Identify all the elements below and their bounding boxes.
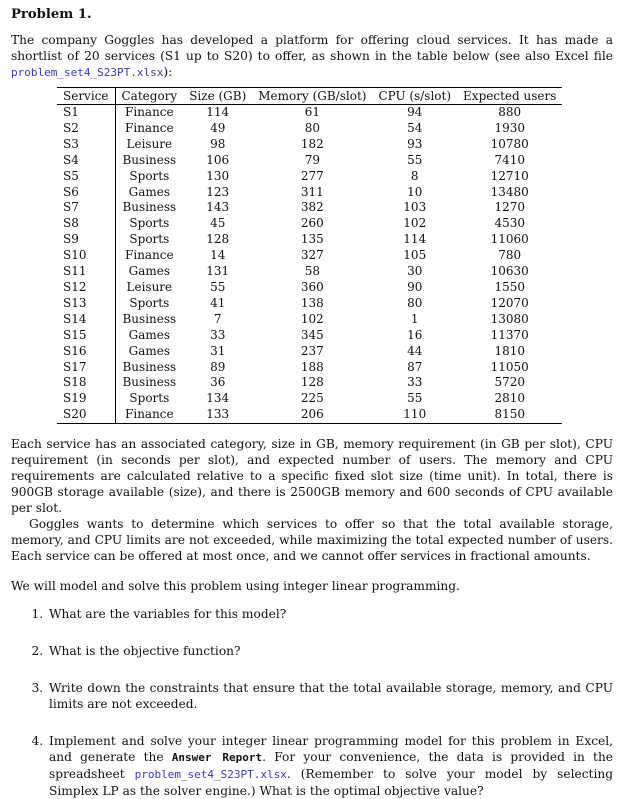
cell-memory: 135 xyxy=(300,232,324,247)
cell-memory: 277 xyxy=(300,168,324,183)
cell-size: 131 xyxy=(206,264,230,279)
cell-service: S17 xyxy=(63,359,87,374)
q4-text-a: Implement and solve your integer linear programming model for this problem in Excel, and generate the xyxy=(49,734,613,765)
cell-size: 55 xyxy=(210,279,226,294)
cell-size: 7 xyxy=(213,311,222,326)
cell-service: S13 xyxy=(63,295,87,310)
cell-memory: 80 xyxy=(304,120,320,135)
cell-service: S2 xyxy=(63,120,79,135)
cell-service: S12 xyxy=(63,279,87,294)
cell-users: 13480 xyxy=(490,184,529,199)
table-row xyxy=(57,328,562,344)
cell-size: 134 xyxy=(206,391,230,406)
cell-category: Sports xyxy=(115,296,183,312)
cell-memory: 79 xyxy=(304,152,320,167)
cell-category: Sports xyxy=(115,391,183,407)
cell-cpu: 54 xyxy=(407,120,423,135)
cell-cpu: 55 xyxy=(407,152,423,167)
cell-service: S7 xyxy=(63,200,79,215)
cell-size: 130 xyxy=(206,168,230,183)
table-row xyxy=(57,200,562,216)
cell-memory: 102 xyxy=(300,311,324,326)
cell-cpu: 1 xyxy=(410,311,419,326)
cell-memory: 225 xyxy=(300,391,324,406)
header-size: Size (GB) xyxy=(183,88,252,105)
cell-users: 12070 xyxy=(490,295,529,310)
cell-size: 14 xyxy=(210,248,226,263)
cell-memory: 382 xyxy=(300,200,324,215)
table-row xyxy=(57,312,562,328)
cell-cpu: 110 xyxy=(372,407,457,423)
table-row xyxy=(57,296,562,312)
cell-service: S15 xyxy=(63,327,87,342)
cell-cpu: 80 xyxy=(407,295,423,310)
cell-cpu: 102 xyxy=(403,216,427,231)
excel-file-link[interactable]: problem_set4_S23PT.xlsx xyxy=(11,66,164,79)
cell-users: 12710 xyxy=(490,168,529,183)
cell-users: 1550 xyxy=(494,279,525,294)
cell-cpu: 44 xyxy=(407,343,423,358)
cell-size: 41 xyxy=(210,295,226,310)
table-row xyxy=(57,280,562,296)
table-row xyxy=(57,264,562,280)
cell-service: S19 xyxy=(63,391,87,406)
cell-memory: 360 xyxy=(300,279,324,294)
cell-users: 13080 xyxy=(490,311,529,326)
table-row xyxy=(57,121,562,137)
cell-category: Games xyxy=(115,264,183,280)
cell-size: 133 xyxy=(183,407,252,423)
cell-category: Leisure xyxy=(115,137,183,153)
cell-memory: 61 xyxy=(304,105,320,119)
cell-users: 10630 xyxy=(490,264,529,279)
cell-cpu: 90 xyxy=(407,279,423,294)
cell-users: 8150 xyxy=(457,407,562,423)
cell-category: Leisure xyxy=(115,280,183,296)
cell-cpu: 8 xyxy=(410,168,419,183)
cell-cpu: 30 xyxy=(407,264,423,279)
cell-users: 1270 xyxy=(494,200,525,215)
cell-size: 143 xyxy=(206,200,230,215)
table-row xyxy=(57,105,562,121)
question-2: 2. What is the objective function? xyxy=(47,643,613,659)
cell-size: 89 xyxy=(210,359,226,374)
cell-size: 36 xyxy=(210,375,226,390)
cell-service: S10 xyxy=(63,248,87,263)
cell-users: 880 xyxy=(498,105,522,119)
cell-service: S6 xyxy=(63,184,79,199)
cell-service: S3 xyxy=(63,136,79,151)
paragraph-objective: Goggles wants to determine which services to offer so that the total available storage, memory, and CPU limits are not exceeded, while maximizing the total expected number of users. Each service can be offered at most once, and we cannot offer services in fractional amounts. xyxy=(11,517,613,564)
table-row xyxy=(57,407,562,423)
cell-memory: 128 xyxy=(300,375,324,390)
cell-category: Finance xyxy=(115,121,183,137)
cell-users: 11370 xyxy=(490,327,529,342)
cell-memory: 237 xyxy=(300,343,324,358)
cell-users: 10780 xyxy=(490,136,529,151)
cell-memory: 188 xyxy=(300,359,324,374)
cell-service: S14 xyxy=(63,311,87,326)
table-body xyxy=(57,105,562,424)
cell-memory: 327 xyxy=(300,248,324,263)
q4-text-b: . For your convenience, the data is provided in the spreadsheet xyxy=(49,750,614,782)
cell-users: 11060 xyxy=(490,232,529,247)
cell-cpu: 94 xyxy=(407,105,423,119)
services-table xyxy=(57,87,562,424)
cell-size: 114 xyxy=(206,105,230,119)
header-service: Service xyxy=(57,88,115,105)
cell-cpu: 55 xyxy=(407,391,423,406)
cell-memory: 182 xyxy=(300,136,324,151)
header-users: Expected users xyxy=(457,88,562,105)
cell-service: S1 xyxy=(63,105,79,119)
cell-users: 4530 xyxy=(494,216,525,231)
cell-users: 11050 xyxy=(490,359,529,374)
table-row xyxy=(57,360,562,376)
cell-category: Business xyxy=(115,312,183,328)
cell-size: 128 xyxy=(206,232,230,247)
cell-memory: 206 xyxy=(252,407,372,423)
cell-cpu: 105 xyxy=(403,248,427,263)
intro-text: The company Goggles has developed a platform for offering cloud services. It has made a shortlist of 20 services (S1 up to S20) to offer, as shown in the table below (see also Excel file xyxy=(11,33,613,63)
table-row xyxy=(57,169,562,185)
cell-category: Sports xyxy=(115,216,183,232)
cell-category: Finance xyxy=(115,248,183,264)
cell-users: 7410 xyxy=(494,152,525,167)
table-row xyxy=(57,137,562,153)
cell-size: 98 xyxy=(210,136,226,151)
intro-paragraph xyxy=(11,32,613,81)
table-row xyxy=(57,344,562,360)
question-list xyxy=(11,606,613,799)
paragraph-requirements: Each service has an associated category, size in GB, memory requirement (in GB per slot), CPU requirement (in seconds per slot), and expected number of users. The memory and CPU requirements are calculated relative to a specific fixed slot size (time unit). In total, there is 900GB storage available (size), and there is 2500GB memory and 600 seconds of CPU available per slot. xyxy=(11,437,613,516)
cell-service: S9 xyxy=(63,232,79,247)
intro-tail: ): xyxy=(163,65,173,79)
cell-size: 33 xyxy=(210,327,226,342)
cell-category: Finance xyxy=(115,105,183,121)
q4-text-c: . (Remember to solve your model by selecting Simplex LP as the solver engine.) What is the optimal objective value? xyxy=(49,767,613,799)
cell-service: S5 xyxy=(63,168,79,183)
cell-cpu: 16 xyxy=(407,327,423,342)
cell-users: 2810 xyxy=(494,391,525,406)
cell-size: 45 xyxy=(210,216,226,231)
cell-service: S16 xyxy=(63,343,87,358)
cell-service: S11 xyxy=(63,264,87,279)
cell-category: Games xyxy=(115,185,183,201)
cell-category: Business xyxy=(115,200,183,216)
cell-service: S20 xyxy=(57,407,115,423)
question-1: 1. What are the variables for this model? xyxy=(47,606,613,622)
cell-cpu: 33 xyxy=(407,375,423,390)
paragraph-ilp: We will model and solve this problem using integer linear programming. xyxy=(11,579,460,594)
table-row xyxy=(57,153,562,169)
table-row xyxy=(57,391,562,407)
cell-size: 49 xyxy=(210,120,226,135)
table-row xyxy=(57,185,562,201)
cell-category: Business xyxy=(115,153,183,169)
cell-service: S18 xyxy=(63,375,87,390)
cell-size: 106 xyxy=(206,152,230,167)
answer-report-label: Answer Report xyxy=(171,751,263,765)
problem-title: Problem 1. xyxy=(11,7,92,22)
cell-cpu: 114 xyxy=(403,232,427,247)
cell-category: Games xyxy=(115,344,183,360)
cell-memory: 345 xyxy=(300,327,324,342)
cell-memory: 311 xyxy=(300,184,324,199)
spreadsheet-file-link[interactable]: problem_set4_S23PT.xlsx xyxy=(134,768,287,782)
question-3: 3. Write down the constraints that ensure that the total available storage, memory, and CPU limits are not exceeded. xyxy=(47,680,613,712)
table-row xyxy=(57,232,562,248)
cell-category: Finance xyxy=(115,407,183,423)
cell-users: 1810 xyxy=(494,343,525,358)
cell-category: Business xyxy=(115,375,183,391)
cell-memory: 138 xyxy=(300,295,324,310)
cell-size: 31 xyxy=(210,343,226,358)
cell-category: Sports xyxy=(115,169,183,185)
cell-cpu: 87 xyxy=(407,359,423,374)
header-category: Category xyxy=(115,88,183,105)
header-cpu: CPU (s/slot) xyxy=(372,88,457,105)
cell-category: Games xyxy=(115,328,183,344)
cell-memory: 58 xyxy=(304,264,320,279)
cell-cpu: 10 xyxy=(407,184,423,199)
table-row xyxy=(57,248,562,264)
cell-cpu: 93 xyxy=(407,136,423,151)
cell-users: 1930 xyxy=(494,120,525,135)
table-row xyxy=(57,216,562,232)
cell-users: 5720 xyxy=(494,375,525,390)
cell-service: S8 xyxy=(63,216,79,231)
cell-size: 123 xyxy=(206,184,230,199)
cell-category: Business xyxy=(115,360,183,376)
cell-cpu: 103 xyxy=(403,200,427,215)
table-header-row xyxy=(57,88,562,105)
header-memory: Memory (GB/slot) xyxy=(252,88,372,105)
cell-memory: 260 xyxy=(300,216,324,231)
cell-users: 780 xyxy=(498,248,522,263)
table-row xyxy=(57,375,562,391)
cell-service: S4 xyxy=(63,152,79,167)
cell-category: Sports xyxy=(115,232,183,248)
question-4 xyxy=(47,733,613,799)
